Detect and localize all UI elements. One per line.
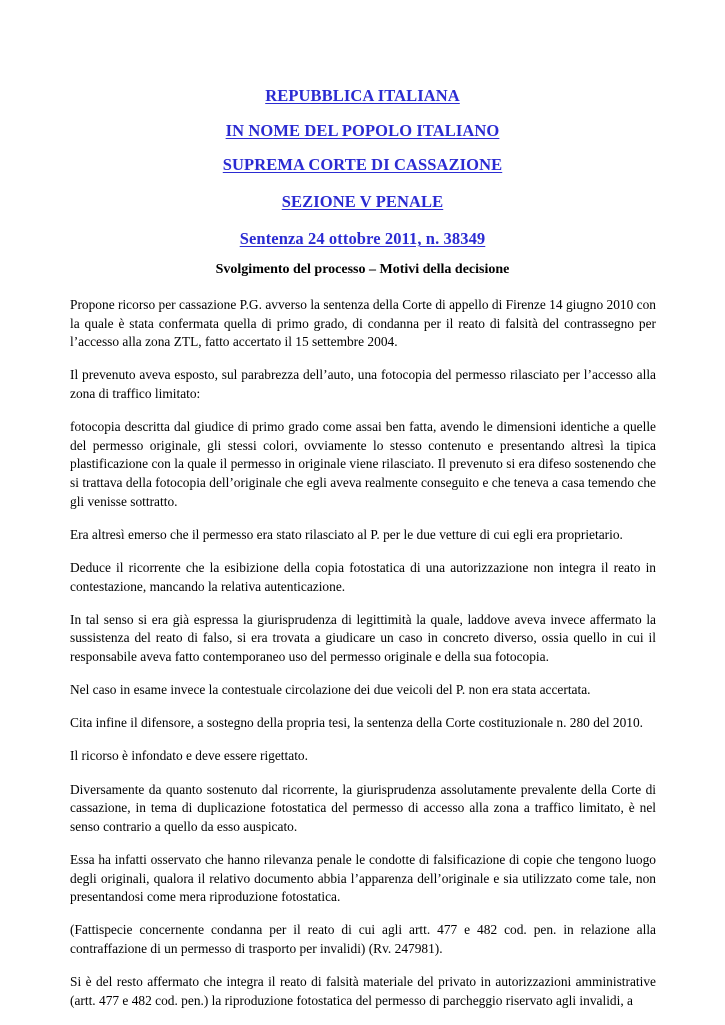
paragraph: Propone ricorso per cassazione P.G. avverso la sentenza della Corte di appello di Firenze 14 giugno 2010 con la quale è stata confermata quella di primo grado, di condanna per il reato di falsità del contrassegno per l’accesso alla zona ZTL, fatto accertato il 15 settembre 2004. (70, 297, 656, 350)
header-republic: REPUBBLICA ITALIANA (265, 86, 460, 105)
paragraph: Si è del resto affermato che integra il reato di falsità materiale del privato in autorizzazioni amministrative (artt. 477 e 482 cod. pen.) la riproduzione fotostatica del permesso di parcheggio riservato agli invalidi, a (70, 974, 656, 1008)
paragraph: Nel caso in esame invece la contestuale circolazione dei due veicoli del P. non era stata accertata. (70, 682, 591, 698)
paragraph: Il ricorso è infondato e deve essere rigettato. (70, 748, 308, 764)
paragraph: In tal senso si era già espressa la giurisprudenza di legittimità la quale, laddove aveva invece affermato la sussistenza del reato di falso, si era trovata a giudicare un caso in concreto diverso, ossia quello in cui il responsabile aveva fatto contemporaneo uso del permesso originale e della sua fotocopia. (70, 611, 656, 664)
header-sentence: Sentenza 24 ottobre 2011, n. 38349 (239, 229, 486, 248)
paragraph: fotocopia descritta dal giudice di primo grado come assai ben fatta, avendo le dimensioni identiche a quelle del permesso originale, gli stessi colori, ovviamente lo stesso contenuto e presentando altresì la tipica plastificazione con la quale il permesso in originale viene rilasciato. Il prevenuto si era difeso sostenendo che si trattava della fotocopia dell’originale che egli aveva realmente conseguito e che teneva a casa temendo che gli venisse sottratto. (70, 419, 656, 509)
paragraph: Diversamente da quanto sostenuto dal ricorrente, la giurisprudenza assolutamente prevalente della Corte di cassazione, in tema di duplicazione fotostatica del permesso di accesso alla zona a traffico limitato, è nel senso contrario a quello da esso auspicato. (70, 781, 656, 834)
paragraph: Il prevenuto aveva esposto, sul parabrezza dell’auto, una fotocopia del permesso rilasciato per l’accesso alla zona di traffico limitato: (70, 367, 656, 401)
header-court: SUPREMA CORTE DI CASSAZIONE (222, 155, 503, 174)
section-title: Svolgimento del processo – Motivi della decisione (215, 262, 510, 277)
paragraph: (Fattispecie concernente condanna per il reato di cui agli artt. 477 e 482 cod. pen. in relazione alla contraffazione di un permesso di trasporto per invalidi) (Rv. 247981). (70, 922, 656, 956)
paragraph: Deduce il ricorrente che la esibizione della copia fotostatica di una autorizzazione non integra il reato in contestazione, mancando la relativa autenticazione. (70, 559, 656, 594)
paragraph: Era altresì emerso che il permesso era stato rilasciato al P. per le due vetture di cui egli era proprietario. (70, 526, 623, 542)
header-section: SEZIONE V PENALE (281, 192, 444, 211)
header-people: IN NOME DEL POPOLO ITALIANO (225, 121, 500, 140)
paragraph: Essa ha infatti osservato che hanno rilevanza penale le condotte di falsificazione di copie che tengono luogo degli originali, qualora il relativo documento abbia l’apparenza dell’originale e sia utilizzato come tale, non presentandosi come mera riproduzione fotostatica. (70, 852, 656, 905)
document-body (70, 296, 656, 1025)
paragraph: Cita infine il difensore, a sostegno della propria tesi, la sentenza della Corte costituzionale n. 280 del 2010. (70, 715, 644, 731)
